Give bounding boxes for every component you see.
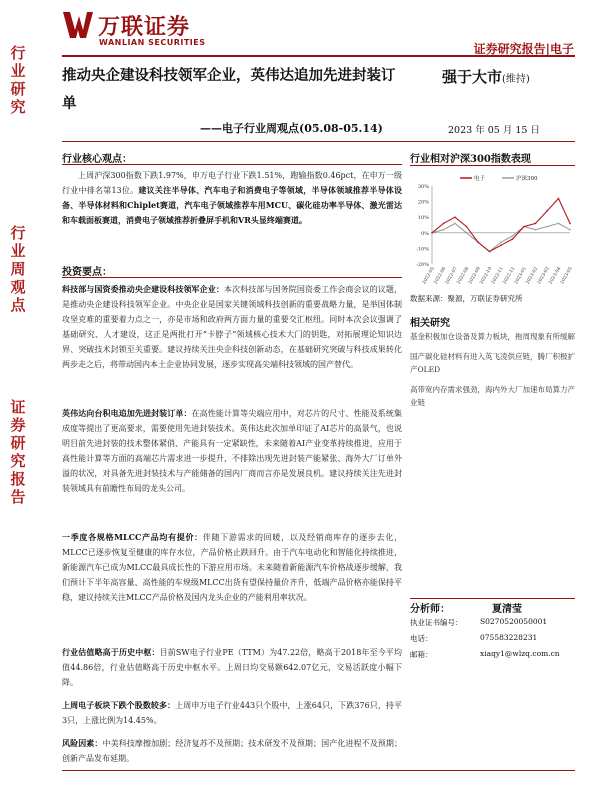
- y-tick-label: 0%: [421, 230, 429, 237]
- chart-source: 数据来源：聚源，万联证券研究所: [410, 294, 523, 303]
- series-point: [546, 226, 548, 228]
- email-label: 邮箱：: [410, 650, 433, 659]
- x-tick-label: 2022-09: [468, 266, 482, 286]
- series-point: [466, 232, 468, 234]
- legend-label: 电子: [474, 176, 486, 182]
- core-view-text: 上周沪深300指数下跌1.97%，申万电子行业下跌1.51%，跑输指数0.46pct，在申万一级行业中排名第13位。: [62, 171, 402, 195]
- x-tick-label: 2023-04: [548, 266, 563, 286]
- point-1: [62, 282, 402, 372]
- series-point: [477, 241, 479, 243]
- rating-sub: (维持): [502, 74, 530, 85]
- x-tick-label: 2022-05: [422, 266, 436, 286]
- x-tick-label: 2022-08: [456, 266, 471, 286]
- points-divider: [62, 277, 402, 278]
- point-5-text: 上周申万电子行业443只个股中，上涨64只，下跌376只，持平3只，上涨比例为14.45%。: [62, 701, 403, 725]
- series-point: [512, 238, 514, 240]
- analyst-label: 分析师：: [410, 604, 450, 615]
- company-logo: [62, 10, 222, 52]
- side-label-top: 行 业 研 究: [10, 44, 26, 116]
- series-point: [454, 223, 456, 225]
- point-4-lead: 行业估值略高于历史中枢：: [62, 647, 160, 657]
- rating-main: 强于大市: [442, 68, 503, 86]
- core-view-paragraph: [62, 168, 402, 228]
- core-view-divider: [62, 164, 402, 165]
- related-item[interactable]: 国产碳化硅材料有进入英飞凌供应链，腾厂积极扩产OLED: [410, 351, 575, 374]
- x-tick-label: 2022-11: [491, 266, 505, 286]
- x-tick-label: 2023-05: [560, 266, 574, 286]
- point-3: [62, 530, 402, 605]
- point-5-lead: 上周电子板块下跌个股数较多：: [62, 700, 176, 710]
- point-2-lead: 英伟达向台积电追加先进封装订单：: [62, 408, 192, 418]
- point-6: [62, 736, 402, 766]
- footer-divider: [62, 770, 575, 771]
- report-title: 推动央企建设科技领军企业，英伟达追加先进封装订单: [62, 67, 396, 112]
- x-tick-label: 2023-01: [514, 266, 528, 286]
- series-point: [523, 226, 525, 228]
- series-point: [443, 223, 445, 225]
- series-point: [569, 223, 571, 225]
- logo-english-name: WANLIAN SECURITIES: [99, 38, 206, 47]
- point-2: [62, 406, 402, 496]
- wanlian-logo-icon: [62, 10, 94, 40]
- point-3-text: 伴随下游需求的回暖，以及经销商库存的逐步去化，MLCC已逐步恢复至健康的库存水位，产品价格止跌回升。由于汽车电动化和智能化持续推进，新能源汽车已成为MLCC最具成长性的下游应用市场。未来随着新能源汽车价格战逐步缓解，我们预计下半年高容量、高性能的车规级MLCC出货有望保持量价齐升，低端产品价格亦能保持平稳，建议持续关注MLCC产品价格及国内龙头企业的产能利用率状况。: [62, 533, 403, 602]
- point-3-lead: 一季度各规格MLCC产品均有提价：: [62, 532, 203, 542]
- series-point: [535, 229, 537, 231]
- point-2-text: 在高性能计算等尖端应用中，对芯片的尺寸、性能及系统集成度等提出了更高要求，需要使用先进封装技术。英伟达此次加单印证了AI芯片的高景气，也说明目前先进封装的技术整体紧俏、产能具有一定紧缺性，未来随着AI产业变革持续推进，应用于高性能计算等方面的高端芯片需求进一步提升，不排除出现先进封装产能紧张、海外大厂订单外溢的状况，对具备先进封装技术与产能储备的国内厂商而言亦是发展良机。建议持续关注先进封装领域具有前瞻性布局的龙头公司。: [62, 409, 402, 493]
- cert-number: S0270520050001: [480, 617, 548, 626]
- points-heading: 投资要点：: [62, 267, 112, 278]
- logo-chinese-name: 万联证券: [98, 15, 191, 40]
- report-date: 2023 年 05 月 15 日: [448, 125, 540, 136]
- series-point: [454, 216, 456, 218]
- series-point: [466, 226, 468, 228]
- header-divider: [62, 55, 575, 57]
- related-heading: 相关研究: [410, 318, 450, 329]
- analyst-cert-row: [410, 617, 548, 628]
- series-line: [432, 223, 570, 251]
- side-label-bottom: 证 券 研 究 报 告: [10, 398, 26, 506]
- core-view-bold: 建议关注半导体、汽车电子和消费电子等领域，半导体领域推荐半导体设备、半导体材料和Chiplet赛道，汽车电子领域推荐车用MCU、碳化硅功率半导体、激光雷达和车载面板赛道，消费电子领域推荐折叠屏手机和VR头显终端赛道。: [62, 185, 402, 225]
- point-1-lead: 科技部与国资委推动央企建设科技领军企业：: [62, 284, 224, 294]
- x-tick-label: 2022-06: [433, 266, 448, 286]
- x-tick-label: 2022-07: [445, 266, 459, 286]
- title-divider: [62, 141, 575, 142]
- analyst-phone-row: [410, 633, 538, 644]
- phone-number: 075583228231: [480, 633, 538, 642]
- y-tick-label: 10%: [417, 215, 429, 222]
- analyst-name: 夏清莹: [492, 604, 522, 615]
- series-point: [489, 251, 491, 253]
- x-tick-label: 2023-03: [537, 266, 551, 286]
- related-item[interactable]: 高带宽内存需求强劲，海内外大厂加速布局算力产业链: [410, 384, 575, 407]
- phone-label: 电话：: [410, 634, 433, 643]
- series-point: [546, 210, 548, 212]
- report-type: 证券研究报告|电子: [473, 42, 574, 56]
- series-point: [558, 223, 560, 225]
- series-point: [443, 229, 445, 231]
- point-4: [62, 645, 402, 690]
- y-tick-label: -10%: [416, 246, 429, 253]
- series-point: [558, 198, 560, 200]
- series-point: [500, 241, 502, 243]
- series-point: [512, 235, 514, 237]
- series-point: [569, 229, 571, 231]
- legend-label: 沪深300: [516, 176, 538, 182]
- x-tick-label: 2023-02: [525, 266, 540, 286]
- email-address[interactable]: xiaqy1@wlzq.com.cn: [480, 649, 560, 658]
- point-6-text: 中美科技摩擦加剧；经济复苏不及预期；技术研发不及预期；国产化进程不及预期；创新产品发布延期。: [62, 739, 403, 763]
- analyst-divider: [410, 598, 575, 599]
- point-6-lead: 风险因素：: [62, 738, 103, 748]
- point-4-text: 目前SW电子行业PE（TTM）为47.22倍，略高于2018年至今平均值44.86倍，行业估值略高于历史中枢水平。上周日均交易额642.07亿元，交易活跃度小幅下降。: [62, 648, 403, 687]
- x-tick-label: 2022-10: [479, 266, 494, 286]
- cert-label: 执业证书编号：: [410, 618, 463, 627]
- related-list: [410, 330, 575, 416]
- analyst-email-row: [410, 649, 560, 660]
- y-tick-label: 20%: [417, 199, 429, 206]
- side-label-middle: 行 业 周 观 点: [10, 224, 26, 314]
- report-subtitle: ——电子行业周观点(05.08-05.14): [200, 122, 383, 135]
- analyst-name-row: [410, 600, 522, 615]
- point-5: [62, 698, 402, 728]
- series-point: [431, 232, 433, 234]
- chart-heading: 行业相对沪深300指数表现: [410, 154, 531, 165]
- rating: [442, 66, 530, 87]
- point-1-text: 本次科技部与国务院国资委工作会商会议的议题，是推动央企建设科技领军企业。中央企业是国家关键领域科技创新的重要战略力量，是举国体制攻坚克难的重要着力点之一，亦是市场和政府两方面力量的重要交汇枢纽。同时本次会议强调了基础研究、人才建设，这正是两批打开“卡脖子”领域核心技术大门的钥匙，对拓展理论知识边界、突破技术封锁至关重要。建议持续关注央企科技创新动态，在基础研究突破与科技成果转化两步走之后，将带动国内本土企业协同发展，逐步实现高尖端科技领域的国产替代。: [62, 285, 402, 369]
- core-view-heading: 行业核心观点：: [62, 154, 132, 165]
- y-tick-label: 30%: [417, 184, 429, 190]
- y-tick-label: -20%: [416, 262, 429, 268]
- relative-performance-chart: [410, 170, 575, 290]
- chart-divider: [410, 165, 575, 166]
- series-point: [535, 223, 537, 225]
- related-item[interactable]: 基金积极加仓设备及算力板块，拖周现象有所缓解: [410, 332, 575, 341]
- series-point: [500, 244, 502, 246]
- x-tick-label: 2022-12: [502, 266, 517, 286]
